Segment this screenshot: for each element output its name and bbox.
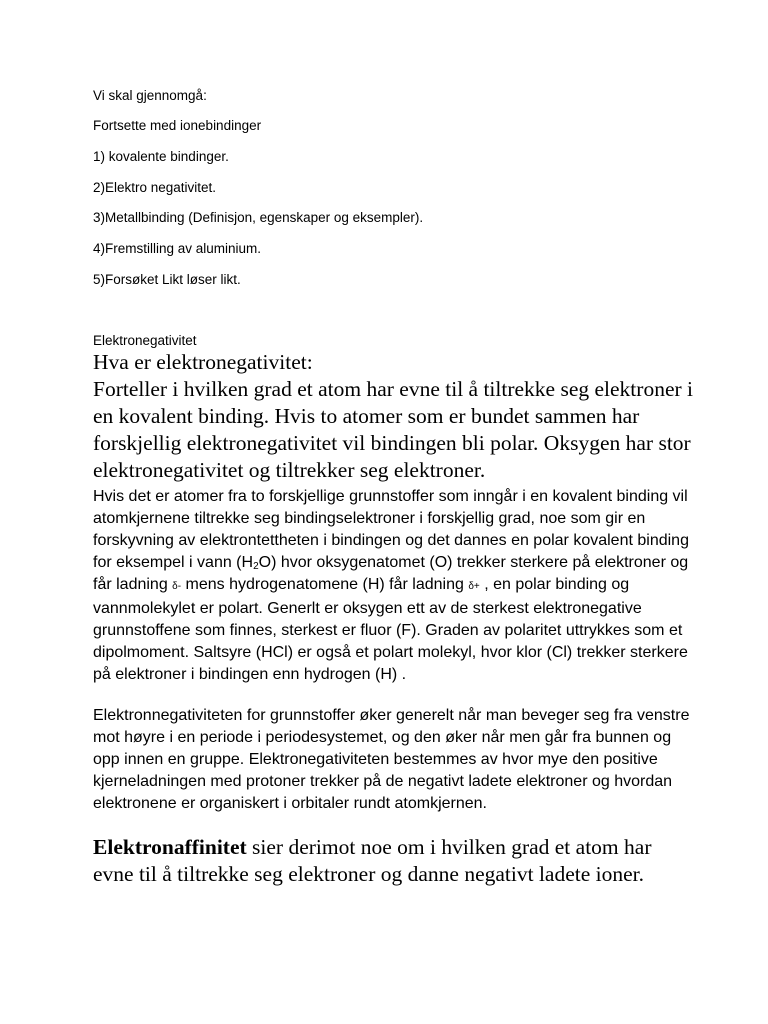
affinity-text: sier derimot noe om i hvilken grad et atom har evne til å tiltrekke seg elektroner og danne negativt ladete ioner.	[93, 835, 652, 886]
paragraph-text: Hvis det er atomer fra to forskjellige grunnstoffer som inngår i en kovalent binding vil atomkjernene tiltrekke seg bindingselektroner i forskjellig grad, noe som gir en forskyvning av elektrontettheten i bindingen og det dannes en polar kovalent binding for eksempel i vann (H	[93, 488, 689, 571]
delta-minus-symbol: δ-	[172, 581, 182, 592]
definition-paragraph: Forteller i hvilken grad et atom har evne til å tiltrekke seg elektroner i en kovalent binding. Hvis to atomer som er bundet sammen har forskjellig elektronegativitet vil bindingen bli polar. Oksygen har stor elektronegativitet og tiltrekker seg elektroner.	[93, 377, 693, 482]
agenda-item: 5)Forsøket Likt løser likt.	[93, 272, 241, 287]
body-paragraph-trend: Elektronnegativiteten for grunnstoffer øker generelt når man beveger seg fra venstre mot høyre i en periode i periodesystemet, og den øker når men går fra bunnen og opp innen en gruppe. Elektronegativiteten bestemmes av hvor mye den positive kjerneladningen med protoner trekker på de negativt ladete elektroner og hvordan elektronene er organiskert i orbitaler rundt atomkjernen.	[93, 707, 690, 812]
subscript-two: 2	[253, 561, 259, 572]
paragraph-text: , en polar binding og vannmolekylet er polart. Generlt er oksygen ett av de sterkest elektronegative grunnstoffene som finnes, sterkest er fluor (F). Graden av polaritet uttrykkes som et dipolmoment. Saltsyre (HCl) er også et polart molekyl, hvor klor (Cl) trekker sterkere på elektroner i bindingen enn hydrogen (H) .	[93, 576, 688, 683]
affinity-term: Elektronaffinitet	[93, 835, 247, 859]
delta-plus-symbol: δ+	[468, 581, 480, 592]
agenda-item: Fortsette med ionebindinger	[93, 118, 262, 133]
affinity-paragraph	[93, 834, 693, 888]
paragraph-text: mens hydrogenatomene (H) får ladning	[181, 576, 469, 593]
agenda-item: 4)Fremstilling av aluminium.	[93, 241, 262, 256]
agenda-item: 3)Metallbinding (Definisjon, egenskaper og eksempler).	[93, 210, 424, 225]
agenda-item: 2)Elektro negativitet.	[93, 180, 217, 195]
paragraph-text: O) hvor oksygenatomet (O) trekker sterkere på elektroner og får ladning	[93, 554, 689, 593]
agenda-item: 1) kovalente bindinger.	[93, 149, 229, 164]
section-heading: Hva er elektronegativitet:	[93, 350, 313, 374]
section-label: Elektronegativitet	[93, 333, 197, 348]
agenda-intro: Vi skal gjennomgå:	[93, 88, 207, 103]
body-paragraph-polarity	[93, 486, 693, 686]
